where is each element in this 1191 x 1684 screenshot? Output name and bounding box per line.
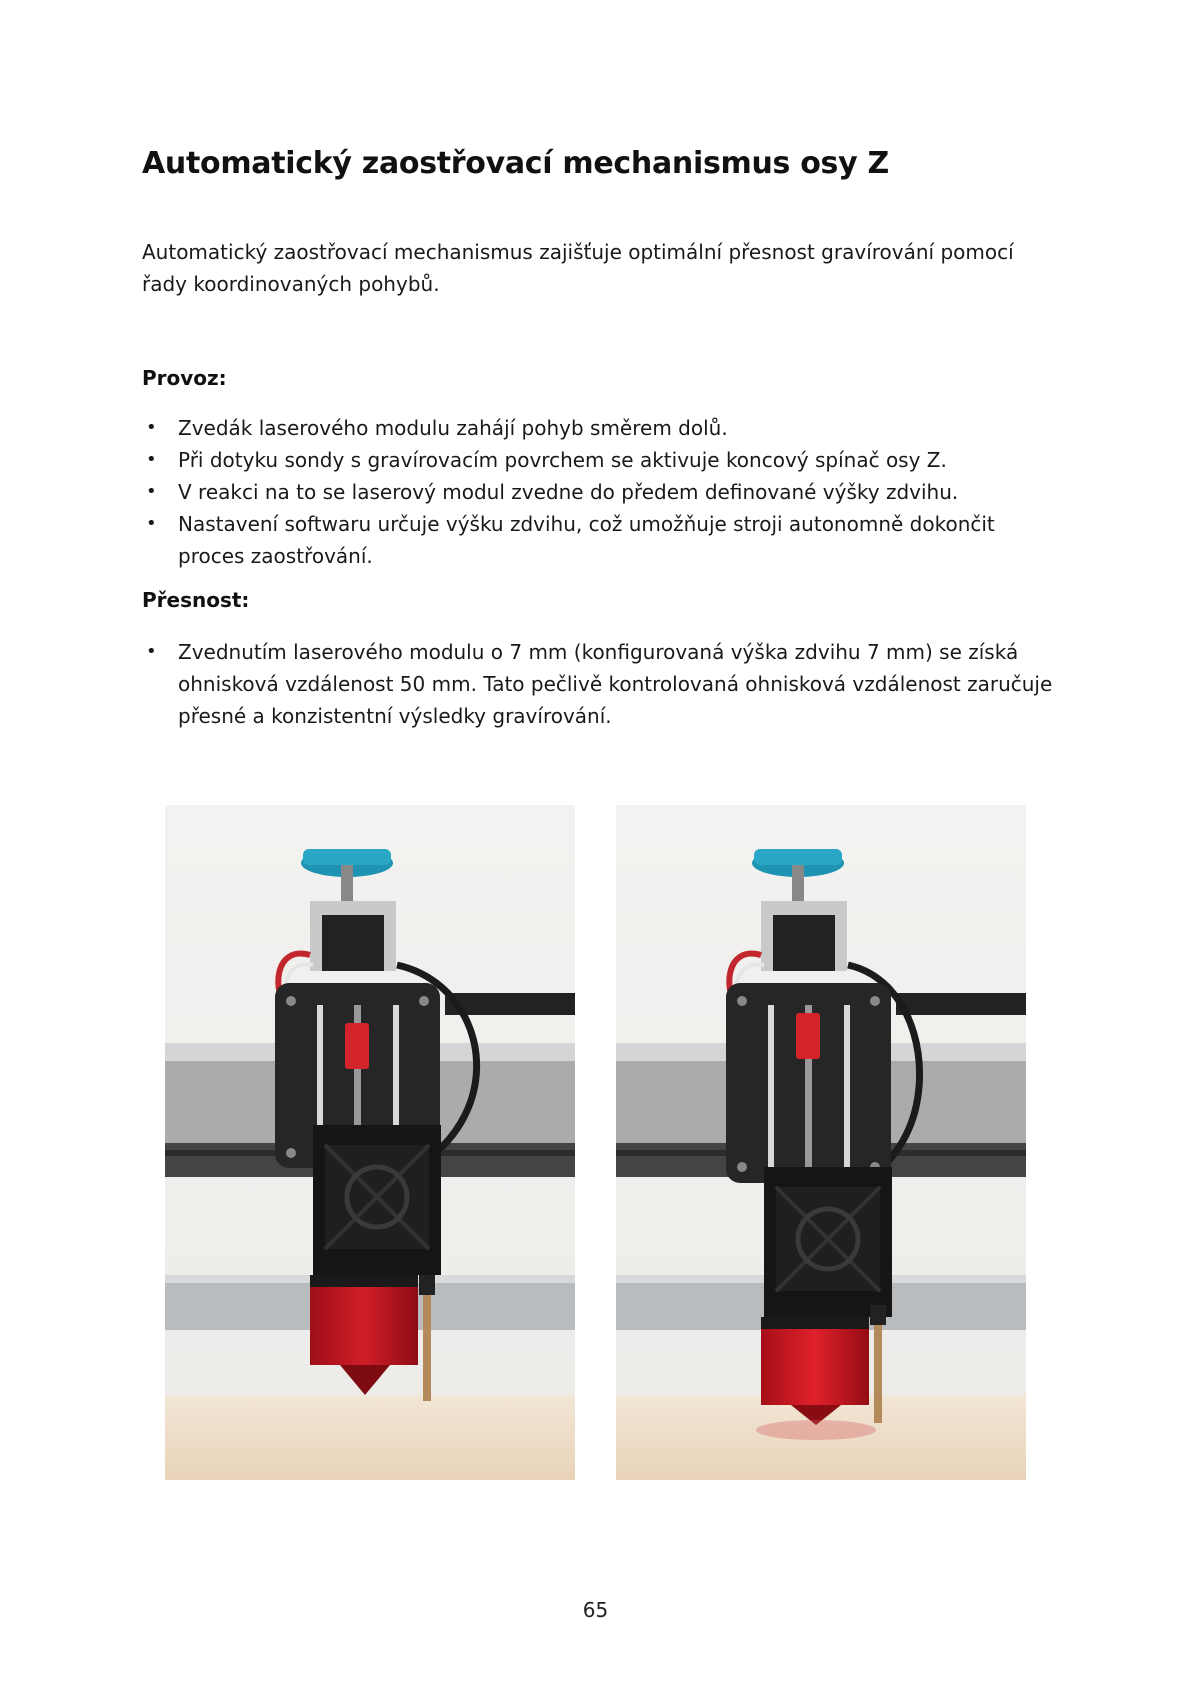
section-label-provoz: Provoz: (142, 366, 227, 390)
list-item: • Při dotyku sondy s gravírovacím povrchem se aktivuje koncový spínač osy Z. (142, 444, 1062, 476)
bullet-icon: • (146, 449, 157, 470)
list-item: • Zvedák laserového modulu zahájí pohyb směrem dolů. (142, 412, 1062, 444)
page-title: Automatický zaostřovací mechanismus osy Z (142, 146, 889, 181)
bullet-icon: • (146, 417, 157, 438)
presnost-list (142, 636, 1062, 732)
list-item: • V reakci na to se laserový modul zvedne do předem definované výšky zdvihu. (142, 476, 1062, 508)
laser-module-photo-lowered (165, 805, 575, 1480)
page-number: 65 (582, 1598, 609, 1622)
bullet-icon: • (146, 481, 157, 502)
list-item: • Zvednutím laserového modulu o 7 mm (konfigurovaná výška zdvihu 7 mm) se získá ohnisková vzdálenost 50 mm. Tato pečlivě kontrolovaná ohnisková vzdálenost zaručuje přesné a konzistentní výsledky gravírování. (142, 636, 1062, 732)
list-item: • Nastavení softwaru určuje výšku zdvihu, což umožňuje stroji autonomně dokončit proces zaostřování. (142, 508, 1062, 572)
bullet-icon: • (146, 641, 157, 662)
provoz-list (142, 412, 1062, 572)
section-label-presnost: Přesnost: (142, 588, 250, 612)
laser-module-photo-raised (616, 805, 1026, 1480)
bullet-icon: • (146, 513, 157, 534)
intro-paragraph: Automatický zaostřovací mechanismus zajišťuje optimální přesnost gravírování pomocí řady koordinovaných pohybů. (142, 240, 1014, 296)
